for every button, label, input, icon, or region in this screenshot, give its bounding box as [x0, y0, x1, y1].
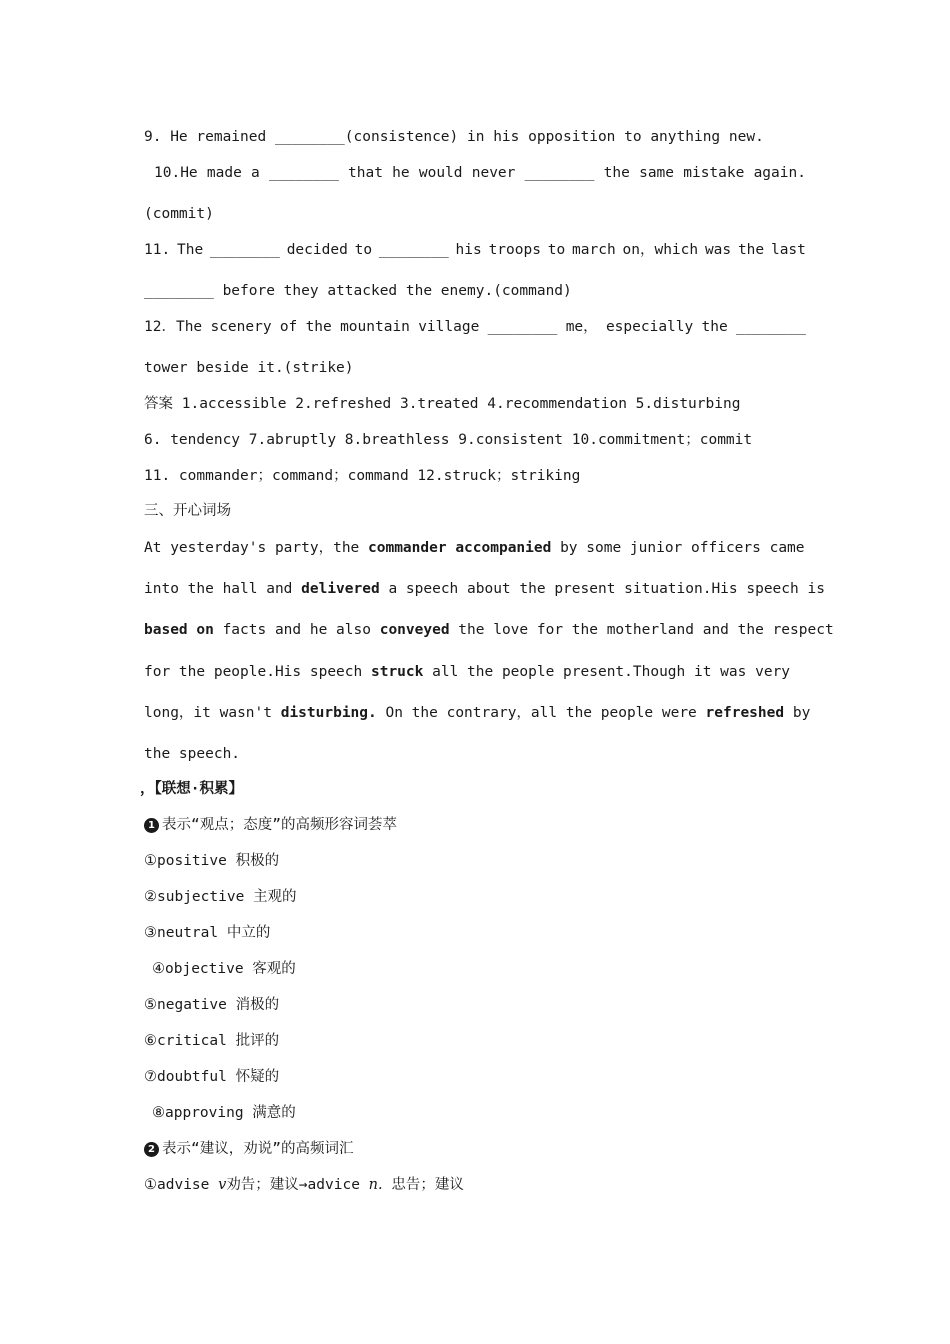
word: march — [572, 242, 616, 258]
word: decided — [286, 242, 348, 258]
word: he — [392, 165, 410, 181]
group-1-item: ④objective 客观的 — [152, 961, 296, 977]
word: a — [251, 165, 260, 181]
word: ________ — [487, 319, 558, 335]
word: that — [348, 165, 383, 181]
group-1-item: ⑤negative 消极的 — [144, 997, 280, 1013]
word: mistake — [683, 165, 745, 181]
word: to — [354, 242, 373, 258]
word: scenery — [210, 319, 272, 335]
exercise-10-hint: (commit) — [144, 206, 214, 222]
group-1-item: ②subjective 主观的 — [144, 889, 297, 905]
exercise-12-continued: tower beside it.(strike) — [144, 360, 354, 376]
word: 11. — [144, 242, 171, 258]
word: the — [737, 242, 765, 258]
answer-line-2: 6. tendency 7.abruptly 8.breathless 9.consistent 10.commitment；commit — [144, 432, 753, 448]
word: same — [639, 165, 675, 181]
word: ________ — [524, 165, 595, 181]
association-title: ，【联想·积累】 — [140, 781, 243, 797]
exercise-9: 9. He remained ________(consistence) in his opposition to anything new. — [144, 129, 764, 145]
word: the — [701, 319, 728, 335]
word: ________ — [736, 319, 806, 335]
word: to — [547, 242, 566, 258]
word: especially — [605, 319, 694, 335]
group-1-title: 1 表示“观点；态度”的高频形容词荟萃 — [144, 815, 806, 835]
word: ________ — [378, 242, 449, 258]
word: the — [305, 319, 332, 335]
exercise-10 — [154, 163, 806, 183]
passage-line-6: the speech. — [144, 746, 241, 762]
exercise-12 — [144, 317, 806, 337]
word: The — [177, 242, 204, 258]
word: again. — [753, 165, 806, 181]
group-2-title: 2 表示“建议，劝说”的高频词汇 — [144, 1139, 806, 1159]
word: made — [206, 165, 242, 181]
passage-line-1: At yesterday's party，the commander accompanied by some junior officers came — [144, 540, 805, 556]
word: village — [418, 319, 480, 335]
word: of — [279, 319, 298, 335]
passage-line-4: for the people.His speech struck all the people present.Though it was very — [144, 664, 791, 680]
word: last — [770, 242, 806, 258]
word: was — [704, 242, 732, 258]
exercise-11 — [144, 240, 806, 260]
group-1-item: ③neutral 中立的 — [144, 925, 271, 941]
passage-line-2: into the hall and delivered a speech about the present situation.His speech is — [144, 581, 825, 597]
group-1-item: ⑧approving 满意的 — [152, 1105, 296, 1121]
passage-line-3: based on facts and he also conveyed the love for the motherland and the respect — [144, 622, 834, 638]
word: mountain — [340, 319, 410, 335]
group-1-item: ⑥critical 批评的 — [144, 1033, 280, 1049]
word: troops — [488, 242, 541, 258]
answer-line-1: 答案 1.accessible 2.refreshed 3.treated 4.recommendation 5.disturbing — [144, 396, 741, 412]
number-badge-icon: 2 — [144, 1142, 159, 1157]
word: 10.He — [154, 165, 198, 181]
word: me， — [565, 319, 598, 335]
group-2-item: ①advise v劝告；建议→advice n. 忠告；建议 — [144, 1177, 464, 1193]
section-title: 三、开心词场 — [144, 503, 231, 519]
word: his — [455, 242, 482, 258]
number-badge-icon: 1 — [144, 818, 159, 833]
answer-line-3: 11. commander；command；command 12.struck；striking — [144, 468, 581, 484]
group-1-item: ①positive 积极的 — [144, 853, 280, 869]
word: the — [603, 165, 630, 181]
word: 12．The — [144, 319, 203, 335]
word: ________ — [210, 242, 280, 258]
word: would — [418, 165, 463, 181]
word: never — [471, 165, 516, 181]
exercise-11-continued: ________ before they attacked the enemy.(command) — [144, 283, 572, 299]
word: ________ — [268, 165, 339, 181]
word: on，which — [622, 242, 699, 258]
group-1-item: ⑦doubtful 怀疑的 — [144, 1069, 280, 1085]
passage-line-5: long，it wasn't disturbing. On the contrary，all the people were refreshed by — [144, 705, 811, 721]
